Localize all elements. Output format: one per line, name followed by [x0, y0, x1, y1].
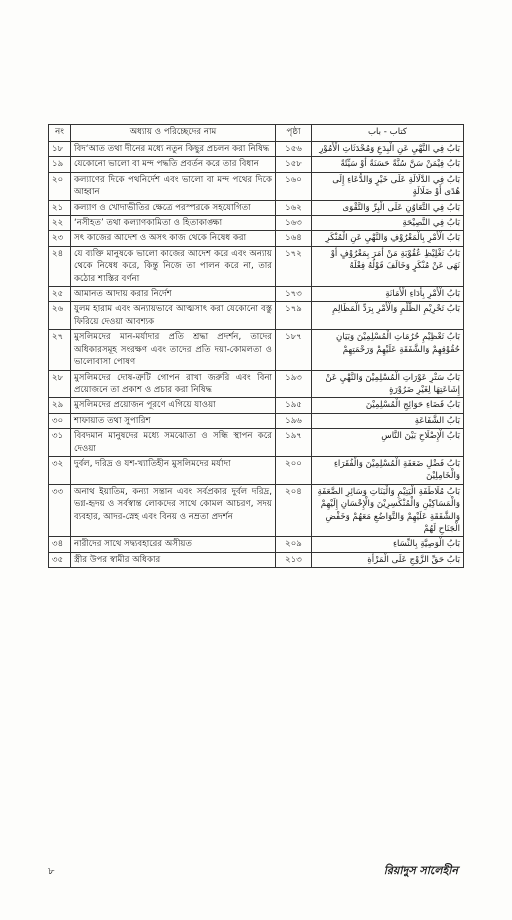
row-chapter-title: যেকোনো ভালো বা মন্দ পদ্ধতি প্রবর্তন করে তার বিধান — [71, 157, 276, 172]
row-number: ১৮ — [49, 142, 71, 157]
table-row — [49, 429, 464, 457]
row-page: ১৬২ — [276, 200, 312, 215]
row-arabic-title: بَابُ فِي الدَّلَالَةِ عَلَى خَيْرٍ وَالدُّعَاءِ إِلَى هُدًى أَوْ ضَلَالَةٍ — [312, 172, 464, 200]
table-row — [49, 246, 464, 286]
row-page: ২০০ — [276, 456, 312, 484]
row-arabic-title: بَابُ قَضَاءِ حَوَائِجِ الْمُسْلِمِيْنَ — [312, 398, 464, 413]
row-page: ২০৯ — [276, 537, 312, 552]
header-number: নং — [49, 125, 71, 142]
table-row — [49, 456, 464, 484]
table-row — [49, 216, 464, 231]
row-arabic-title: بَابُ مُلَاطَفَةِ الْيَتِيْمِ وَالْبَنَاتِ وَسَائِرِ الضَّعَفَةِ وَالْمَسَاكِيْنِ وَالْمُنْكَسِرِيْنَ وَالْإِحْسَانِ إِلَيْهِمْ وَالشَّفَقَةِ عَلَيْهِمْ وَالتَّوَاضُعِ مَعَهُمْ وَخَفْضِ الْجَنَاحِ لَهُمْ — [312, 484, 464, 537]
row-number: ২৭ — [49, 330, 71, 370]
row-chapter-title: আমানত আদায় করার নির্দেশ — [71, 287, 276, 302]
row-chapter-title: যে ব্যক্তি মানুষকে ভালো কাজের আদেশ করে এবং অন্যায় থেকে নিষেধ করে, কিন্তু নিজে তা পালন করে না, তার কঠোর শাস্তির বর্ণনা — [71, 246, 276, 286]
row-number: ২৮ — [49, 370, 71, 398]
header-arabic: كتاب - باب — [312, 125, 464, 142]
table-row — [49, 231, 464, 246]
row-chapter-title: ‘নসীহত’ তথা কল্যাণকামিতা ও হিতাকাঙ্ক্ষা — [71, 216, 276, 231]
row-number: ২৯ — [49, 398, 71, 413]
table-row — [49, 330, 464, 370]
row-number: ২২ — [49, 216, 71, 231]
row-page: ২০৪ — [276, 484, 312, 537]
row-chapter-title: দুর্বল, দরিদ্র ও যশ-খ্যাতিহীন মুসলিমদের মর্যাদা — [71, 456, 276, 484]
page-number: ৮ — [48, 866, 55, 877]
row-number: ৩৪ — [49, 537, 71, 552]
row-page: ১৫৬ — [276, 142, 312, 157]
header-page: পৃষ্ঠা — [276, 125, 312, 142]
table-row — [49, 157, 464, 172]
row-number: ১৯ — [49, 157, 71, 172]
row-chapter-title: বিদ‘আত তথা দীনের মধ্যে নতুন কিছুর প্রচলন করা নিষিদ্ধ — [71, 142, 276, 157]
row-number: ৩১ — [49, 429, 71, 457]
table-row — [49, 484, 464, 537]
row-arabic-title: بَابُ فَضْلِ ضَعَفَةِ الْمُسْلِمِيْنَ وَالْفُقَرَاءِ وَالْخَامِلِيْنَ — [312, 456, 464, 484]
row-page: ১৯৫ — [276, 398, 312, 413]
row-arabic-title: بَابُ الْأَمْرِ بِالْمَعْرُوْفِ وَالنَّهْيِ عَنِ الْمُنْكَرِ — [312, 231, 464, 246]
row-number: ৩০ — [49, 413, 71, 428]
table-row — [49, 200, 464, 215]
table-body — [49, 142, 464, 568]
table-row — [49, 287, 464, 302]
row-chapter-title: নারীদের সাথে সদ্ব্যবহারের অসীয়ত — [71, 537, 276, 552]
row-page: ১৯৭ — [276, 429, 312, 457]
row-arabic-title: بَابُ فِي التَّعَاوُنِ عَلَى الْبِرِّ وَالتَّقْوَى — [312, 200, 464, 215]
row-page: ১৬৪ — [276, 231, 312, 246]
table-row — [49, 172, 464, 200]
contents-table — [48, 124, 464, 568]
book-title: রিয়াদুস সালেহীন — [383, 864, 458, 877]
row-page: ১৯৬ — [276, 413, 312, 428]
row-page: ১৮৭ — [276, 330, 312, 370]
row-chapter-title: মুসলিমদের প্রয়োজন পূরণে এগিয়ে যাওয়া — [71, 398, 276, 413]
row-arabic-title: بَابُ تَغْلِيْظِ عُقُوْبَةِ مَنْ أَمَرَ بِمَعْرُوْفٍ أَوْ نَهَى عَنْ مُنْكَرٍ وَخَالَفَ قَوْلُهُ فِعْلَهُ — [312, 246, 464, 286]
row-chapter-title: স্ত্রীর উপর স্বামীর অধিকার — [71, 552, 276, 567]
row-chapter-title: শাফায়াত তথা সুপারিশ — [71, 413, 276, 428]
row-arabic-title: بَابُ الشَّفَاعَةِ — [312, 413, 464, 428]
row-page: ১৬০ — [276, 172, 312, 200]
row-number: ২১ — [49, 200, 71, 215]
row-arabic-title: بَابُ فِيْمَنْ سَنَّ سُنَّةً حَسَنَةً أَوْ سَيِّئَةً — [312, 157, 464, 172]
row-arabic-title: بَابُ الْأَمْرِ بِأَدَاءِ الْأَمَانَةِ — [312, 287, 464, 302]
row-arabic-title: بَابُ تَحْرِيْمِ الظُّلْمِ وَالْأَمْرِ بِرَدِّ الْمَظَالِمِ — [312, 302, 464, 330]
row-page: ১৭৩ — [276, 287, 312, 302]
row-chapter-title: কল্যাণ ও খোদাভীতির ক্ষেত্রে পরস্পরকে সহযোগিতা — [71, 200, 276, 215]
row-number: ২৬ — [49, 302, 71, 330]
table-row — [49, 537, 464, 552]
row-page: ১৭৯ — [276, 302, 312, 330]
row-page: ১৭২ — [276, 246, 312, 286]
row-page: ২১৩ — [276, 552, 312, 567]
table-row — [49, 370, 464, 398]
table-header-row — [49, 125, 464, 142]
row-arabic-title: بَابُ الْإِصْلَاحِ بَيْنَ النَّاسِ — [312, 429, 464, 457]
row-arabic-title: بَابُ حَقِّ الزَّوْجِ عَلَى الْمَرْأَةِ — [312, 552, 464, 567]
row-chapter-title: যুলম হারাম এবং অন্যায়ভাবে আত্মসাৎ করা যেকোনো বস্তু ফিরিয়ে দেওয়া আবশ্যক — [71, 302, 276, 330]
row-chapter-title: মুসলিমদের মান-মর্যাদার প্রতি শ্রদ্ধা প্রদর্শন, তাদের অধিকারসমূহ সংরক্ষণ এবং তাদের প্রতি দয়া-কোমলতা ও ভালোবাসা পোষণ — [71, 330, 276, 370]
row-arabic-title: بَابُ سَتْرِ عَوْرَاتِ الْمُسْلِمِيْنَ وَالنَّهْيِ عَنْ إِشَاعَتِهَا لِغَيْرِ ضَرُوْرَةٍ — [312, 370, 464, 398]
row-chapter-title: অনাথ ইয়াতিম, কন্যা সন্তান এবং সর্বপ্রকার দুর্বল দরিদ্র, ভগ্ন-হৃদয় ও সর্বস্বান্ত লোকদের সাথে কোমল আচরণ, সদয় ব্যবহার, আদর-স্নেহ এবং বিনয় ও নম্রতা প্রদর্শন — [71, 484, 276, 537]
row-number: ২৫ — [49, 287, 71, 302]
row-page: ১৬৩ — [276, 216, 312, 231]
table-row — [49, 413, 464, 428]
row-page: ১৫৮ — [276, 157, 312, 172]
table-row — [49, 552, 464, 567]
row-chapter-title: মুসলিমদের দোষ-ত্রুটি গোপন রাখা জরুরি এবং বিনা প্রয়োজনে তা প্রকাশ ও প্রচার করা নিষিদ্ধ — [71, 370, 276, 398]
row-number: ৩৫ — [49, 552, 71, 567]
row-number: ২০ — [49, 172, 71, 200]
row-number: ২৩ — [49, 231, 71, 246]
header-chapter-title: অধ্যায় ও পরিচ্ছেদের নাম — [71, 125, 276, 142]
table-row — [49, 398, 464, 413]
row-page: ১৯৩ — [276, 370, 312, 398]
table-row — [49, 302, 464, 330]
row-chapter-title: বিবদমান মানুষদের মধ্যে সমঝোতা ও সন্ধি স্থাপন করে দেওয়া — [71, 429, 276, 457]
row-number: ৩৩ — [49, 484, 71, 537]
row-chapter-title: সৎ কাজের আদেশ ও অসৎ কাজ থেকে নিষেধ করা — [71, 231, 276, 246]
row-arabic-title: بَابُ الْوَصِيَّةِ بِالنِّسَاءِ — [312, 537, 464, 552]
table-row — [49, 142, 464, 157]
row-arabic-title: بَابُ فِي النَّصِيْحَةِ — [312, 216, 464, 231]
row-arabic-title: بَابُ تَعْظِيْمِ حُرُمَاتِ الْمُسْلِمِيْنَ وَبَيَانِ حُقُوْقِهِمْ وَالشَّفَقَةِ عَلَيْهِمْ وَرَحْمَتِهِمْ — [312, 330, 464, 370]
row-arabic-title: بَابُ فِي النَّهْيِ عَنِ الْبِدَعِ وَمُحْدَثَاتِ الْأُمُوْرِ — [312, 142, 464, 157]
row-number: ২৪ — [49, 246, 71, 286]
row-chapter-title: কল্যাণের দিকে পথনির্দেশ এবং ভালো বা মন্দ পথের দিকে আহ্বান — [71, 172, 276, 200]
row-number: ৩২ — [49, 456, 71, 484]
